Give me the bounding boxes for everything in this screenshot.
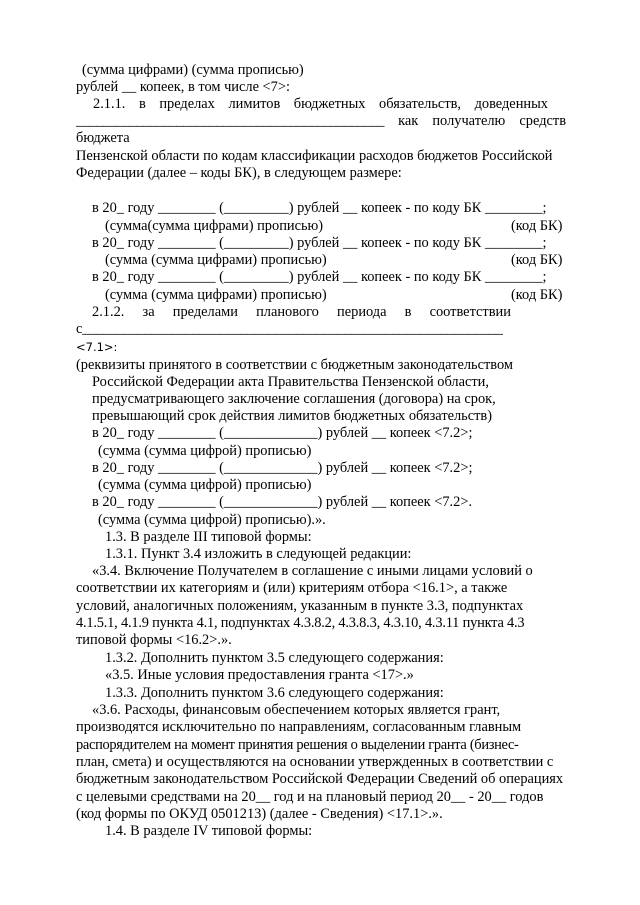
word: в (404, 304, 412, 320)
word: в (138, 96, 146, 112)
text-line: (код БК) (511, 287, 563, 303)
text-line: (сумма (сумма цифрой) прописью).». (98, 512, 326, 528)
text-line: 1.3.2. Дополнить пунктом 3.5 следующего содержания: (105, 650, 444, 666)
text-line: (код БК) (511, 218, 563, 234)
word: планового (256, 304, 319, 320)
text-line: (сумма (сумма цифрами) прописью) (105, 287, 327, 303)
clause-number: 2.1.1. (93, 96, 126, 112)
text-line: с целевыми средствами на 20__ год и на плановый период 20__ - 20__ годов (76, 789, 544, 805)
word: периода (337, 304, 387, 320)
text-line: (код формы по ОКУД 0501213) (далее - Сведения) <17.1>.». (76, 806, 443, 822)
text-line: (код БК) (511, 252, 563, 268)
text-line: Российской Федерации акта Правительства Пензенской области, (92, 374, 489, 390)
text-line: (сумма (сумма цифрами) прописью) (105, 252, 327, 268)
text-line: Федерации (далее – коды БК), в следующем размере: (76, 165, 402, 181)
text-line (76, 113, 566, 130)
text-line: распорядителем на момент принятия решения о выделении гранта (бизнес- (76, 737, 519, 753)
word: соответствии (429, 304, 511, 320)
footnote-ref: <7.1>: (76, 340, 118, 354)
text-line: соответствии их категориям и (или) критериям отбора <16.1>, а также (76, 580, 508, 596)
word: за (142, 304, 155, 320)
text-line (93, 96, 548, 113)
text-line: в 20_ году ________ (_____________) рублей __ копеек <7.2>; (92, 425, 473, 441)
text-line: предусматривающего заключение соглашения (договора) на срок, (92, 391, 496, 407)
word: пределах (159, 96, 215, 112)
blank-field: ______________________________________________ (76, 113, 384, 129)
text-line: в 20_ году ________ (_________) рублей __ копеек - по коду БК ________; (92, 269, 547, 285)
text-line: (сумма (сумма цифрой) прописью) (98, 477, 312, 493)
text-line: с_____________________________________________________________ (76, 321, 503, 337)
word: обязательств, (379, 96, 461, 112)
text-line: «3.6. Расходы, финансовым обеспечением которых является грант, (92, 702, 501, 718)
text-line: в 20_ году ________ (_____________) рублей __ копеек <7.2>. (92, 494, 473, 510)
text-line: 1.3.1. Пункт 3.4 изложить в следующей редакции: (105, 546, 412, 562)
text-line: (сумма(сумма цифрами) прописью) (105, 218, 324, 234)
word: пределами (172, 304, 238, 320)
section-heading: 1.4. В разделе IV типовой формы: (105, 823, 313, 839)
text-line: бюджетным законодательством Российской Федерации Сведений об операциях (76, 771, 564, 787)
word: бюджетных (293, 96, 366, 112)
text-line: в 20_ году ________ (_________) рублей __ копеек - по коду БК ________; (92, 235, 547, 251)
text-line: (сумма (сумма цифрой) прописью) (98, 443, 312, 459)
text-line: бюджета (76, 130, 130, 146)
text-line: рублей __ копеек, в том числе <7>: (76, 79, 290, 95)
clause-number: 2.1.2. (92, 304, 125, 320)
text-line: типовой формы <16.2>.». (76, 632, 232, 648)
text-line: (реквизиты принятого в соответствии с бюджетным законодательством (76, 357, 513, 373)
word: как (398, 113, 419, 129)
text-line: «3.4. Включение Получателем в соглашение с иными лицами условий о (92, 563, 533, 579)
text-line: Пензенской области по кодам классификации расходов бюджетов Российской (76, 148, 553, 164)
word: лимитов (228, 96, 281, 112)
word: средств (519, 113, 566, 129)
text-line: условий, аналогичных положениям, указанным в пункте 3.3, подпунктах (76, 598, 524, 614)
text-line (92, 304, 511, 321)
text-line: производятся исключительно по направлениям, согласованным главным (76, 719, 522, 735)
text-line: в 20_ году ________ (_________) рублей __ копеек - по коду БК ________; (92, 200, 547, 216)
text-line: 4.1.5.1, 4.1.9 пункта 4.1, подпунктах 4.3.8.2, 4.3.8.3, 4.3.10, 4.3.11 пункта 4.3 (76, 615, 525, 631)
text-line: 1.3.3. Дополнить пунктом 3.6 следующего содержания: (105, 685, 444, 701)
word: получателю (432, 113, 506, 129)
text-line: в 20_ году ________ (_____________) рублей __ копеек <7.2>; (92, 460, 473, 476)
text-line: (сумма цифрами) (сумма прописью) (82, 62, 304, 78)
section-heading: 1.3. В разделе III типовой формы: (105, 529, 312, 545)
text-line: план, смета) и осуществляются на основании утвержденных в соответствии с (76, 754, 554, 770)
text-line: превышающий срок действия лимитов бюджетных обязательств) (92, 408, 493, 424)
text-line: «3.5. Иные условия предоставления гранта <17>.» (105, 667, 414, 683)
word: доведенных (474, 96, 548, 112)
